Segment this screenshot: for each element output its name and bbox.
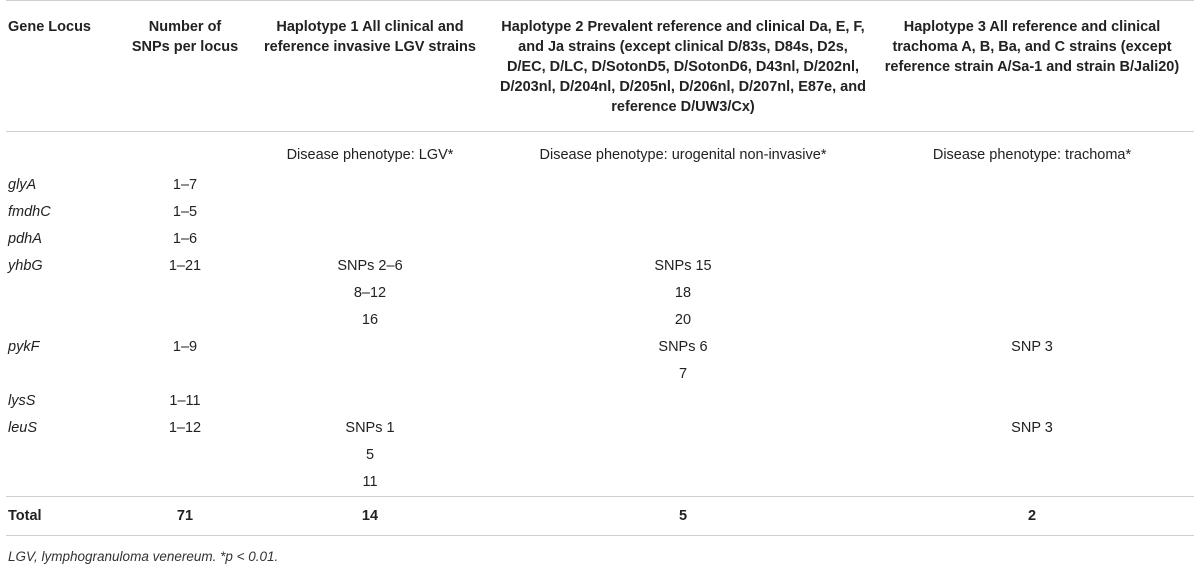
table-row bbox=[6, 388, 1194, 415]
table-cell bbox=[244, 361, 496, 388]
table-cell bbox=[870, 226, 1194, 253]
table-row bbox=[6, 415, 1194, 442]
table-cell: SNPs 6 bbox=[658, 339, 708, 355]
table-cell: 8–12 bbox=[353, 285, 387, 301]
table-cell: 1–6 bbox=[172, 231, 198, 247]
table-cell bbox=[126, 442, 244, 469]
phenotype-trachoma: Disease phenotype: trachoma* bbox=[932, 147, 1132, 163]
table-cell bbox=[126, 469, 244, 497]
table-cell bbox=[126, 307, 244, 334]
gene-locus-cell: leuS bbox=[8, 420, 38, 436]
table-row bbox=[6, 172, 1194, 199]
table-cell: SNPs 2–6 bbox=[337, 258, 403, 274]
header-row bbox=[6, 1, 1194, 132]
phenotype-lgv: Disease phenotype: LGV* bbox=[286, 147, 454, 163]
table-cell: 1–12 bbox=[168, 420, 202, 436]
table-row bbox=[6, 361, 1194, 388]
table-cell bbox=[244, 199, 496, 226]
table-cell bbox=[496, 388, 870, 415]
total-cell: 2 bbox=[870, 497, 1194, 536]
gene-locus-cell: fmdhC bbox=[8, 204, 51, 220]
table-cell bbox=[496, 469, 870, 497]
table-row bbox=[6, 199, 1194, 226]
gene-locus-cell: pykF bbox=[8, 339, 40, 355]
table-cell bbox=[870, 253, 1194, 280]
gene-locus-cell: yhbG bbox=[8, 258, 43, 274]
table-cell: 1–5 bbox=[172, 204, 198, 220]
table-cell: 1–11 bbox=[169, 393, 201, 409]
table-cell bbox=[244, 226, 496, 253]
table-cell: 16 bbox=[361, 312, 379, 328]
table-cell: 11 bbox=[362, 474, 378, 490]
table-cell bbox=[496, 415, 870, 442]
gene-locus-cell bbox=[6, 442, 126, 469]
table-footnote: LGV, lymphogranuloma venereum. *p < 0.01. bbox=[8, 549, 279, 564]
gene-locus-cell bbox=[6, 361, 126, 388]
table-cell bbox=[496, 199, 870, 226]
table-row bbox=[6, 226, 1194, 253]
table-cell: SNP 3 bbox=[1011, 420, 1053, 436]
gene-locus-cell bbox=[6, 469, 126, 497]
table-row bbox=[6, 442, 1194, 469]
table-row bbox=[6, 334, 1194, 361]
table-cell bbox=[870, 280, 1194, 307]
total-cell: 71 bbox=[126, 497, 244, 536]
table-cell bbox=[126, 280, 244, 307]
gene-locus-cell: glyA bbox=[8, 177, 37, 193]
gene-locus-cell bbox=[6, 280, 126, 307]
table-row bbox=[6, 469, 1194, 497]
header-haplotype-3: Haplotype 3 All reference and clinical trachoma A, B, Ba, and C strains (except reference strain A/Sa-1 and strain B/Jali20) bbox=[870, 1, 1194, 132]
table-cell bbox=[496, 442, 870, 469]
total-cell: 14 bbox=[244, 497, 496, 536]
table-cell bbox=[244, 388, 496, 415]
total-label: Total bbox=[6, 497, 126, 536]
table-cell bbox=[870, 307, 1194, 334]
table-row bbox=[6, 307, 1194, 334]
table-cell: SNPs 15 bbox=[654, 258, 712, 274]
snp-haplotype-table bbox=[6, 0, 1194, 536]
table-cell bbox=[870, 172, 1194, 199]
header-haplotype-2: Haplotype 2 Prevalent reference and clinical Da, E, F, and Ja strains (except clinical D/83s, D84s, D2s, D/EC, D/LC, D/SotonD5, D/SotonD6, D43nl, D/202nl, D/203nl, D/204nl, D/205nl, D/206nl, D/207nl, E87e, and reference D/UW3/Cx) bbox=[496, 1, 870, 132]
table-cell: SNPs 1 bbox=[345, 420, 395, 436]
header-gene-locus: Gene Locus bbox=[6, 1, 126, 132]
table-cell bbox=[126, 361, 244, 388]
table-cell bbox=[870, 361, 1194, 388]
table-cell bbox=[496, 172, 870, 199]
table-cell bbox=[870, 442, 1194, 469]
table-cell: 20 bbox=[674, 312, 692, 328]
phenotype-row bbox=[6, 132, 1194, 173]
table-cell bbox=[244, 334, 496, 361]
table-cell: 7 bbox=[678, 366, 688, 382]
header-number-of-snps: Number of SNPs per locus bbox=[126, 1, 244, 132]
phenotype-cell bbox=[126, 132, 244, 173]
header-haplotype-1: Haplotype 1 All clinical and reference invasive LGV strains bbox=[244, 1, 496, 132]
gene-locus-cell bbox=[6, 307, 126, 334]
table-row bbox=[6, 280, 1194, 307]
table-cell bbox=[496, 226, 870, 253]
table-body bbox=[6, 132, 1194, 536]
table-cell: 1–7 bbox=[172, 177, 198, 193]
table-cell: 1–9 bbox=[172, 339, 198, 355]
phenotype-cell bbox=[6, 132, 126, 173]
total-cell: 5 bbox=[496, 497, 870, 536]
phenotype-urogenital: Disease phenotype: urogenital non-invasive* bbox=[539, 147, 827, 163]
table-cell bbox=[870, 199, 1194, 226]
gene-locus-cell: pdhA bbox=[8, 231, 42, 247]
table-row bbox=[6, 253, 1194, 280]
table-cell: 18 bbox=[674, 285, 692, 301]
table-cell: SNP 3 bbox=[1011, 339, 1053, 355]
table-cell bbox=[870, 388, 1194, 415]
table-cell bbox=[870, 469, 1194, 497]
gene-locus-cell: lysS bbox=[8, 393, 36, 409]
table-cell bbox=[244, 172, 496, 199]
total-row bbox=[6, 497, 1194, 536]
table-cell: 5 bbox=[365, 447, 375, 463]
table-cell: 1–21 bbox=[168, 258, 202, 274]
